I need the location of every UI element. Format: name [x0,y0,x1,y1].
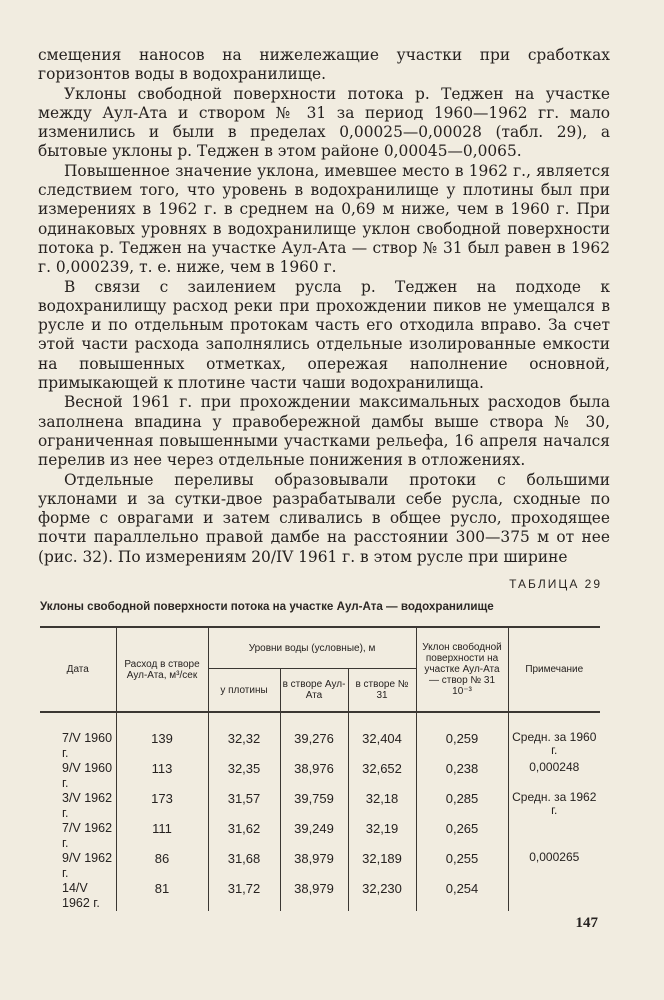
cell-aulata: 39,276 [280,712,348,761]
cell-dam: 32,35 [208,761,280,791]
cell-note [508,881,600,911]
cell-slope: 0,254 [416,881,508,911]
cell-discharge: 113 [116,761,208,791]
cell-discharge: 173 [116,791,208,821]
cell-note [508,821,600,851]
paragraph: смещения наносов на нижележащие участки при сработках горизонтов воды в водохранилище. [38,46,610,84]
cell-s31: 32,652 [348,761,416,791]
header-slope: Уклон свободной поверхности на участке Аул-Ата — створ № 31 10⁻³ [416,627,508,712]
cell-date: 9/V 1960 г. [62,761,113,790]
cell-note: 0,000248 [508,761,600,791]
table-caption: Уклоны свободной поверхности потока на участке Аул-Ата — водохранилище [40,600,494,613]
table-row [40,761,600,791]
cell-dam: 31,57 [208,791,280,821]
cell-note: Средн. за 1960 г. [508,712,600,761]
cell-date: 3/V 1962 г. [62,791,113,820]
table-label: ТАБЛИЦА 29 [509,577,602,591]
cell-date: 14/V 1962 г. [62,881,100,910]
header-level-aulata: в створе Аул-Ата [280,669,348,713]
cell-discharge: 81 [116,881,208,911]
cell-date: 7/V 1962 г. [62,821,113,850]
cell-slope: 0,259 [416,712,508,761]
cell-date: 7/V 1960 г. [62,731,113,760]
header-level-31: в створе № 31 [348,669,416,713]
paragraph: Уклоны свободной поверхности потока р. Теджен на участке между Аул-Ата и створом № 31 за период 1960—1962 гг. мало изменились и были в пределах 0,00025—0,00028 (табл. 29), а бытовые уклоны р. Теджен в этом районе 0,00045—0,0065. [38,84,610,161]
cell-aulata: 38,979 [280,881,348,911]
body-text [38,46,610,567]
cell-slope: 0,255 [416,851,508,881]
cell-discharge: 86 [116,851,208,881]
cell-discharge: 111 [116,821,208,851]
cell-s31: 32,404 [348,712,416,761]
cell-slope: 0,238 [416,761,508,791]
cell-s31: 32,19 [348,821,416,851]
header-note: Примечание [508,627,600,712]
cell-aulata: 38,976 [280,761,348,791]
slopes-table [40,626,600,911]
cell-note: Средн. за 1962 г. [508,791,600,821]
cell-slope: 0,285 [416,791,508,821]
table-row [40,881,600,911]
cell-dam: 31,62 [208,821,280,851]
cell-s31: 32,230 [348,881,416,911]
header-level-dam: у плотины [208,669,280,713]
header-date: Дата [40,627,116,712]
table-row [40,712,600,761]
cell-aulata: 39,759 [280,791,348,821]
cell-s31: 32,18 [348,791,416,821]
cell-dam: 31,68 [208,851,280,881]
header-discharge: Расход в створе Аул-Ата, м³/сек [116,627,208,712]
cell-dam: 32,32 [208,712,280,761]
table-row [40,821,600,851]
cell-aulata: 39,249 [280,821,348,851]
cell-slope: 0,265 [416,821,508,851]
cell-s31: 32,189 [348,851,416,881]
cell-discharge: 139 [116,712,208,761]
cell-date: 9/V 1962 г. [62,851,113,880]
paragraph: Весной 1961 г. при прохождении максимальных расходов была заполнена впадина у правобережной дамбы выше створа № 30, ограниченная повышенными участками рельефа, 16 апреля начался перелив из нее через отдельные понижения в отложениях. [38,393,610,470]
cell-aulata: 38,979 [280,851,348,881]
table-row [40,791,600,821]
cell-note: 0,000265 [508,851,600,881]
header-levels-group: Уровни воды (условные), м [208,627,416,669]
paragraph: Повышенное значение уклона, имевшее место в 1962 г., является следствием того, что уровень в водохранилище у плотины был при измерениях в 1962 г. в среднем на 0,69 м ниже, чем в 1960 г. При одинаковых уровнях в водохранилище уклон свободной поверхности потока р. Теджен на участке Аул-Ата — створ № 31 был равен в 1962 г. 0,000239, т. е. ниже, чем в 1960 г. [38,161,610,277]
table-row [40,851,600,881]
paragraph: Отдельные переливы образовывали протоки с большими уклонами и за сутки-двое разрабатывали себе русла, сходные по форме с оврагами и затем сливались в общее русло, проходящее почти параллельно правой дамбе на расстоянии 300—375 м от нее (рис. 32). По измерениям 20/IV 1961 г. в этом русле при ширине [38,470,610,566]
paragraph: В связи с заилением русла р. Теджен на подходе к водохранилищу расход реки при прохождении пиков не умещался в русле и по отдельным протокам часть его отходила вправо. За счет этой части расхода заполнялись отдельные изолированные емкости на повышенных отметках, опережая наполнение основной, примыкающей к плотине части чаши водохранилища. [38,277,610,393]
cell-dam: 31,72 [208,881,280,911]
page-number: 147 [575,915,598,931]
